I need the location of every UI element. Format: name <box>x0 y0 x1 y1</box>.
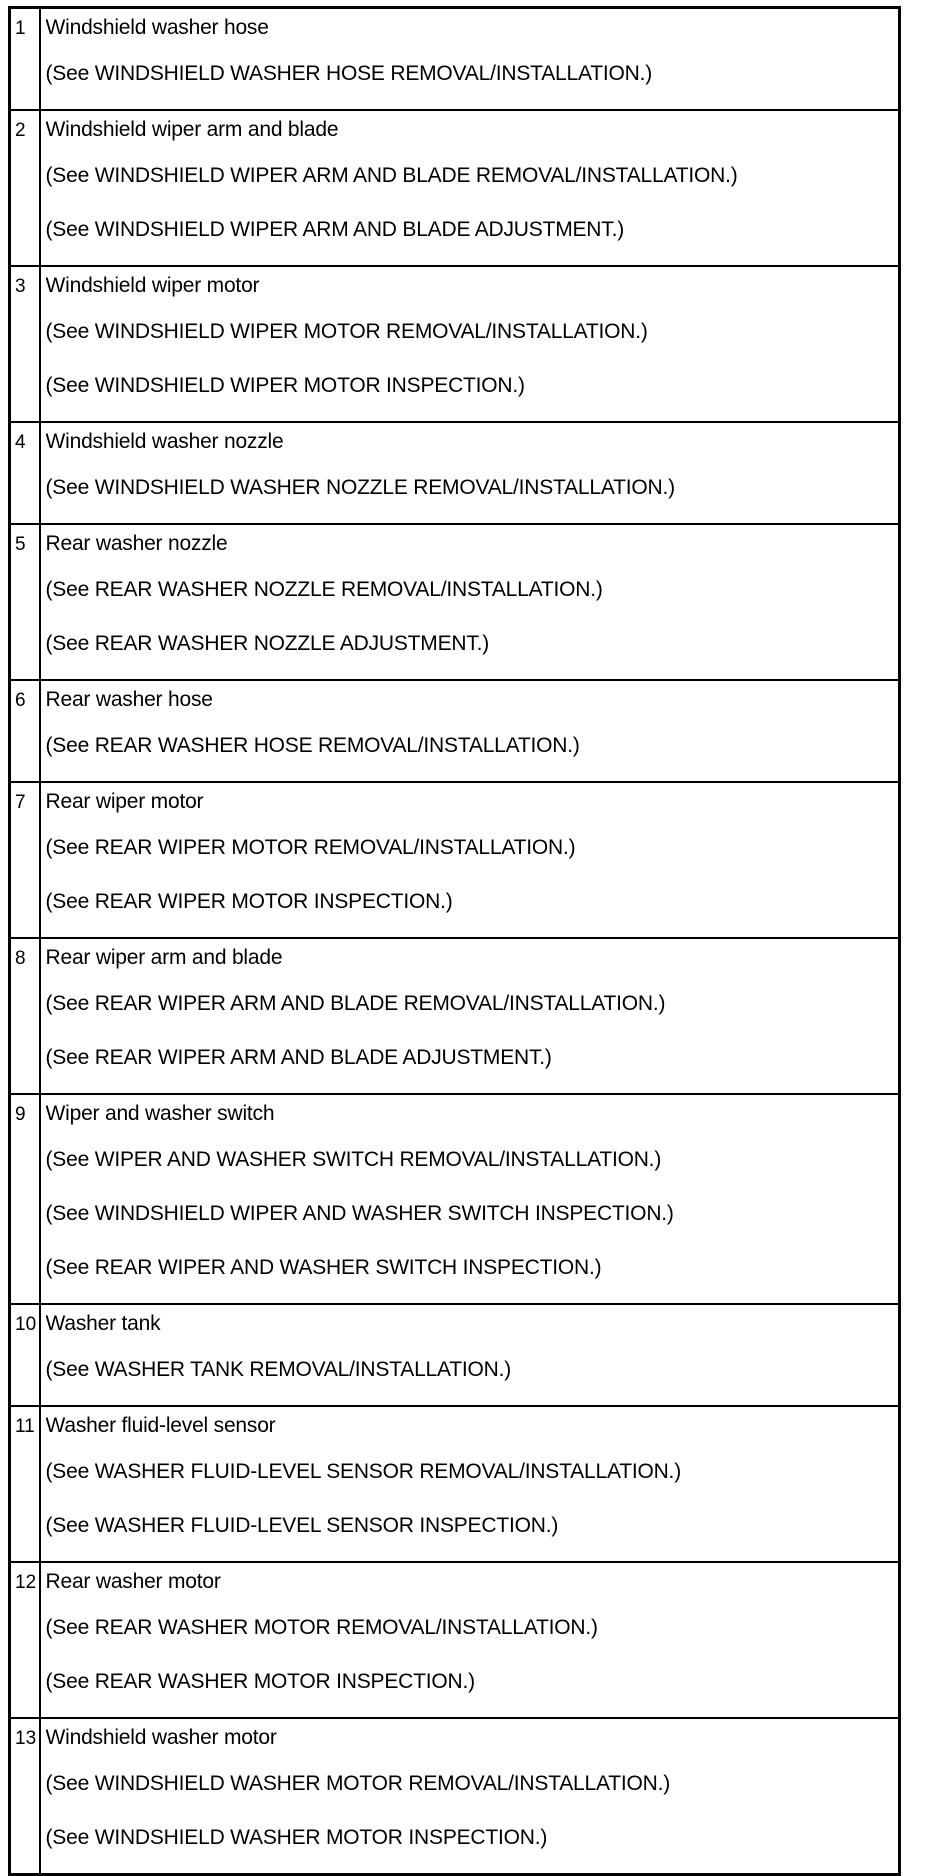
item-description <box>40 680 900 782</box>
table-row <box>10 8 900 111</box>
procedure-reference: (See WIPER AND WASHER SWITCH REMOVAL/INSTALLATION.) <box>45 1148 662 1171</box>
procedure-reference: (See WINDSHIELD WIPER MOTOR INSPECTION.) <box>45 374 525 397</box>
procedure-reference: (See WINDSHIELD WIPER ARM AND BLADE REMOVAL/INSTALLATION.) <box>45 164 738 187</box>
part-name: Rear wiper motor <box>45 790 204 813</box>
procedure-reference: (See WASHER FLUID-LEVEL SENSOR REMOVAL/INSTALLATION.) <box>45 1460 681 1483</box>
item-number: 2 <box>10 110 40 266</box>
item-number: 13 <box>10 1718 40 1875</box>
item-description <box>40 422 900 524</box>
procedure-reference: (See WINDSHIELD WASHER MOTOR REMOVAL/INSTALLATION.) <box>45 1772 671 1795</box>
part-name: Rear washer hose <box>45 688 213 711</box>
table-row <box>10 1094 900 1304</box>
procedure-reference: (See REAR WIPER ARM AND BLADE ADJUSTMENT.) <box>45 1046 552 1069</box>
item-description <box>40 1718 900 1875</box>
table-row <box>10 524 900 680</box>
part-name: Windshield wiper arm and blade <box>45 118 339 141</box>
item-description <box>40 8 900 111</box>
procedure-reference: (See REAR WASHER MOTOR INSPECTION.) <box>45 1670 475 1693</box>
item-number: 8 <box>10 938 40 1094</box>
table-row <box>10 266 900 422</box>
item-number: 10 <box>10 1304 40 1406</box>
part-name: Rear washer motor <box>45 1570 221 1593</box>
item-number: 9 <box>10 1094 40 1304</box>
table-body <box>10 8 900 1875</box>
item-number: 12 <box>10 1562 40 1718</box>
item-description <box>40 266 900 422</box>
item-number: 3 <box>10 266 40 422</box>
item-description <box>40 1406 900 1562</box>
item-number: 7 <box>10 782 40 938</box>
procedure-reference: (See REAR WIPER MOTOR REMOVAL/INSTALLATION.) <box>45 836 576 859</box>
table-row <box>10 1406 900 1562</box>
item-number: 6 <box>10 680 40 782</box>
part-name: Wiper and washer switch <box>45 1102 275 1125</box>
procedure-reference: (See WASHER TANK REMOVAL/INSTALLATION.) <box>45 1358 512 1381</box>
part-name: Rear wiper arm and blade <box>45 946 283 969</box>
procedure-reference: (See REAR WIPER ARM AND BLADE REMOVAL/INSTALLATION.) <box>45 992 666 1015</box>
procedure-reference: (See REAR WASHER NOZZLE REMOVAL/INSTALLATION.) <box>45 578 603 601</box>
item-number: 1 <box>10 8 40 111</box>
part-name: Windshield washer nozzle <box>45 430 284 453</box>
procedure-reference: (See WINDSHIELD WASHER NOZZLE REMOVAL/INSTALLATION.) <box>45 476 675 499</box>
table-row <box>10 782 900 938</box>
procedure-reference: (See REAR WASHER HOSE REMOVAL/INSTALLATION.) <box>45 734 580 757</box>
part-name: Windshield wiper motor <box>45 274 260 297</box>
procedure-reference: (See WINDSHIELD WIPER MOTOR REMOVAL/INSTALLATION.) <box>45 320 648 343</box>
item-description <box>40 110 900 266</box>
procedure-reference: (See WASHER FLUID-LEVEL SENSOR INSPECTION.) <box>45 1514 559 1537</box>
table-row <box>10 938 900 1094</box>
table-row <box>10 110 900 266</box>
item-description <box>40 1562 900 1718</box>
procedure-reference: (See REAR WASHER NOZZLE ADJUSTMENT.) <box>45 632 490 655</box>
table-row <box>10 1304 900 1406</box>
item-description <box>40 938 900 1094</box>
table-row <box>10 1718 900 1875</box>
procedure-reference: (See REAR WIPER AND WASHER SWITCH INSPECTION.) <box>45 1256 602 1279</box>
part-name: Washer fluid-level sensor <box>45 1414 276 1437</box>
procedure-reference: (See WINDSHIELD WASHER MOTOR INSPECTION.) <box>45 1826 548 1849</box>
item-description <box>40 524 900 680</box>
part-name: Windshield washer motor <box>45 1726 277 1749</box>
item-description <box>40 782 900 938</box>
procedure-reference: (See WINDSHIELD WIPER ARM AND BLADE ADJUSTMENT.) <box>45 218 625 241</box>
item-number: 11 <box>10 1406 40 1562</box>
parts-reference-table <box>8 6 901 1876</box>
part-name: Windshield washer hose <box>45 16 269 39</box>
item-description <box>40 1094 900 1304</box>
table-row <box>10 1562 900 1718</box>
part-name: Rear washer nozzle <box>45 532 228 555</box>
item-number: 4 <box>10 422 40 524</box>
procedure-reference: (See WINDSHIELD WIPER AND WASHER SWITCH INSPECTION.) <box>45 1202 674 1225</box>
table-row <box>10 680 900 782</box>
procedure-reference: (See WINDSHIELD WASHER HOSE REMOVAL/INSTALLATION.) <box>45 62 652 85</box>
procedure-reference: (See REAR WIPER MOTOR INSPECTION.) <box>45 890 453 913</box>
item-description <box>40 1304 900 1406</box>
item-number: 5 <box>10 524 40 680</box>
part-name: Washer tank <box>45 1312 161 1335</box>
procedure-reference: (See REAR WASHER MOTOR REMOVAL/INSTALLATION.) <box>45 1616 598 1639</box>
table-row <box>10 422 900 524</box>
